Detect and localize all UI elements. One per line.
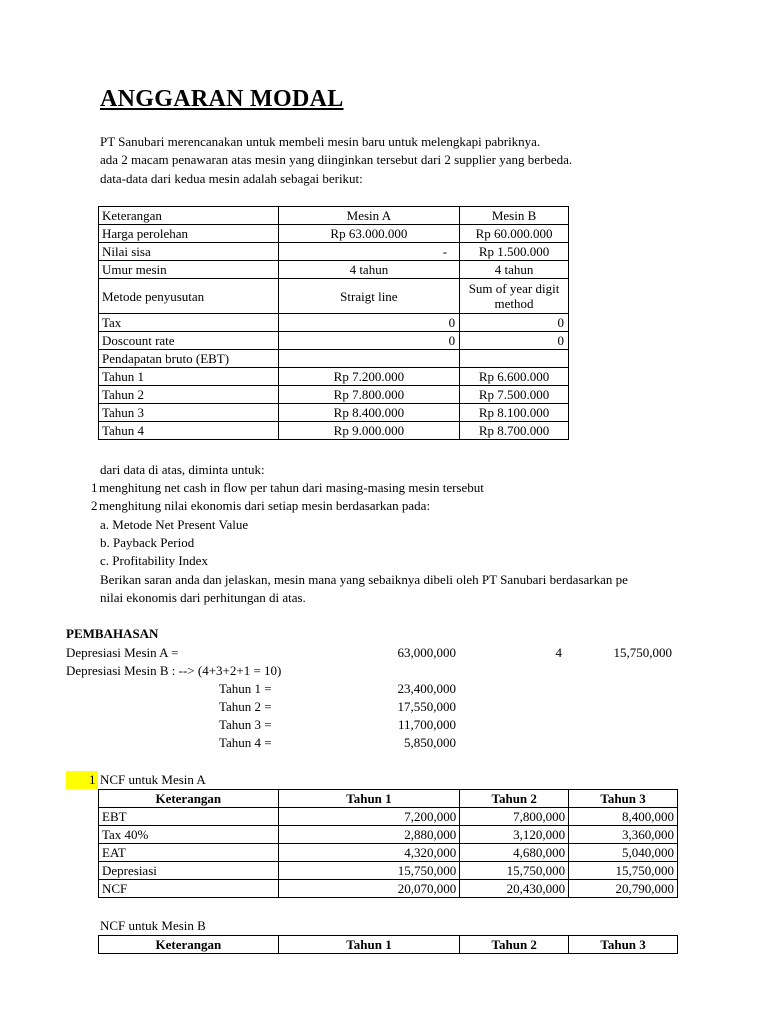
row-label: NCF [99,880,279,898]
row-label: Pendapatan bruto (EBT) [99,350,279,368]
row-label: Tahun 2 [99,386,279,404]
row-label: Nilai sisa [99,243,279,261]
task-item-2-number: 2 [91,498,98,513]
table-header-row [99,790,678,808]
cell-line: method [494,296,534,311]
table-cell: 20,430,000 [460,880,569,898]
table-row [99,808,678,826]
cell-mesin-a: Rp 8.400.000 [278,404,459,422]
row-label: Metode penyusutan [99,279,279,314]
table-row [99,422,569,440]
task-item-2: menghitung nilai ekonomis dari setiap mesin berdasarkan pada: [99,498,431,513]
cell-mesin-a: Rp 7.200.000 [278,368,459,386]
cell-mesin-a [278,350,459,368]
table-header-cell: Keterangan [99,936,279,954]
table-row [99,404,569,422]
row-label: Tax 40% [99,826,279,844]
task-sub-c: c. Profitability Index [100,553,208,568]
task-item-1: menghitung net cash in flow per tahun dari masing-masing mesin tersebut [99,480,484,495]
cell-mesin-b: 0 [460,332,569,350]
pembahasan-heading: PEMBAHASAN [66,626,159,641]
table-row [99,368,569,386]
table-cell: 3,360,000 [569,826,678,844]
dep-a-value: 63,000,000 [397,645,456,660]
table-cell: 20,790,000 [569,880,678,898]
row-label: Doscount rate [99,332,279,350]
table-header-cell: Tahun 1 [278,936,460,954]
intro-line-2: ada 2 macam penawaran atas mesin yang diinginkan tersebut dari 2 supplier yang berbeda. [100,152,573,167]
row-label: EAT [99,844,279,862]
table-row [99,386,569,404]
dep-b-year-value: 5,850,000 [404,735,456,750]
cell-mesin-a: - [278,243,459,261]
ncf-b-table [98,935,678,954]
row-label: Harga perolehan [99,225,279,243]
task-sub-b: b. Payback Period [100,535,195,550]
table-cell: 20,070,000 [278,880,460,898]
table-cell: 4,320,000 [278,844,460,862]
dep-a-label: Depresiasi Mesin A = [66,645,179,660]
table-header-cell: Tahun 3 [569,936,678,954]
row-label: Umur mesin [99,261,279,279]
table-header-cell: Tahun 2 [460,790,569,808]
dep-a-years: 4 [555,645,562,660]
cell-mesin-b: Rp 7.500.000 [460,386,569,404]
task-item-1-number: 1 [91,480,98,495]
page-title: ANGGARAN MODAL [100,86,344,112]
cell-mesin-b [460,279,569,314]
ncf-a-table [98,789,678,898]
table-header-cell: Tahun 3 [569,790,678,808]
dep-b-year-value: 17,550,000 [397,699,456,714]
table-cell: 4,680,000 [460,844,569,862]
table-cell: 7,200,000 [278,808,460,826]
intro-line-1: PT Sanubari merencanakan untuk membeli mesin baru untuk melengkapi pabriknya. [100,134,541,149]
cell-mesin-a: Rp 63.000.000 [278,225,459,243]
table-header-row [99,207,569,225]
dep-b-label: Depresiasi Mesin B : --> (4+3+2+1 = 10) [66,663,282,678]
cell-mesin-a: Rp 7.800.000 [278,386,459,404]
row-label: Depresiasi [99,862,279,880]
table-cell: 8,400,000 [569,808,678,826]
task-lead: dari data di atas, diminta untuk: [100,462,265,477]
dep-b-year-value: 11,700,000 [397,717,456,732]
cell-mesin-b [460,350,569,368]
table-row [99,880,678,898]
ncf-b-title: NCF untuk Mesin B [100,918,206,933]
row-label: Tahun 3 [99,404,279,422]
table-row [99,225,569,243]
cell-mesin-b: Rp 8.100.000 [460,404,569,422]
task-advice-2: nilai ekonomis dari perhitungan di atas. [100,590,306,605]
machine-table [98,206,569,440]
dep-b-year-label: Tahun 1 = [219,681,272,696]
cell-mesin-b: Rp 6.600.000 [460,368,569,386]
table-row [99,261,569,279]
table-row [99,844,678,862]
table-row [99,279,569,314]
table-cell: 15,750,000 [569,862,678,880]
row-label: Tax [99,314,279,332]
table-cell: 5,040,000 [569,844,678,862]
table-cell: 15,750,000 [460,862,569,880]
table-cell: 7,800,000 [460,808,569,826]
cell-mesin-b: Rp 1.500.000 [460,243,569,261]
intro-line-3: data-data dari kedua mesin adalah sebagai berikut: [100,171,363,186]
row-label: Tahun 4 [99,422,279,440]
dep-b-year-value: 23,400,000 [397,681,456,696]
table-header-cell: Keterangan [99,790,279,808]
task-sub-a: a. Metode Net Present Value [100,517,249,532]
table-row [99,862,678,880]
table-cell: 3,120,000 [460,826,569,844]
table-header-cell: Tahun 2 [460,936,569,954]
cell-mesin-a: 0 [278,332,459,350]
cell-mesin-b: Rp 8.700.000 [460,422,569,440]
dep-b-year-label: Tahun 3 = [219,717,272,732]
cell-mesin-a: Straigt line [278,279,459,314]
ncf-a-number: 1 [89,772,96,787]
ncf-a-title: NCF untuk Mesin A [100,772,206,787]
cell-mesin-a: 4 tahun [278,261,459,279]
dep-a-result: 15,750,000 [613,645,672,660]
table-header-cell: Keterangan [99,207,279,225]
task-advice-1: Berikan saran anda dan jelaskan, mesin mana yang sebaiknya dibeli oleh PT Sanubari berdasarkan pe [100,572,628,587]
row-label: Tahun 1 [99,368,279,386]
cell-mesin-b: 4 tahun [460,261,569,279]
cell-mesin-a: 0 [278,314,459,332]
table-row [99,826,678,844]
table-header-cell: Mesin B [460,207,569,225]
row-label: EBT [99,808,279,826]
cell-mesin-a: Rp 9.000.000 [278,422,459,440]
cell-mesin-b: Rp 60.000.000 [460,225,569,243]
table-header-cell: Mesin A [278,207,459,225]
table-row [99,332,569,350]
cell-line: Sum of year digit [468,281,560,296]
table-header-cell: Tahun 1 [278,790,460,808]
table-row [99,243,569,261]
dep-b-year-label: Tahun 4 = [219,735,272,750]
table-cell: 15,750,000 [278,862,460,880]
cell-mesin-b: 0 [460,314,569,332]
table-row [99,314,569,332]
table-row [99,350,569,368]
table-cell: 2,880,000 [278,826,460,844]
dep-b-year-label: Tahun 2 = [219,699,272,714]
table-header-row [99,936,678,954]
